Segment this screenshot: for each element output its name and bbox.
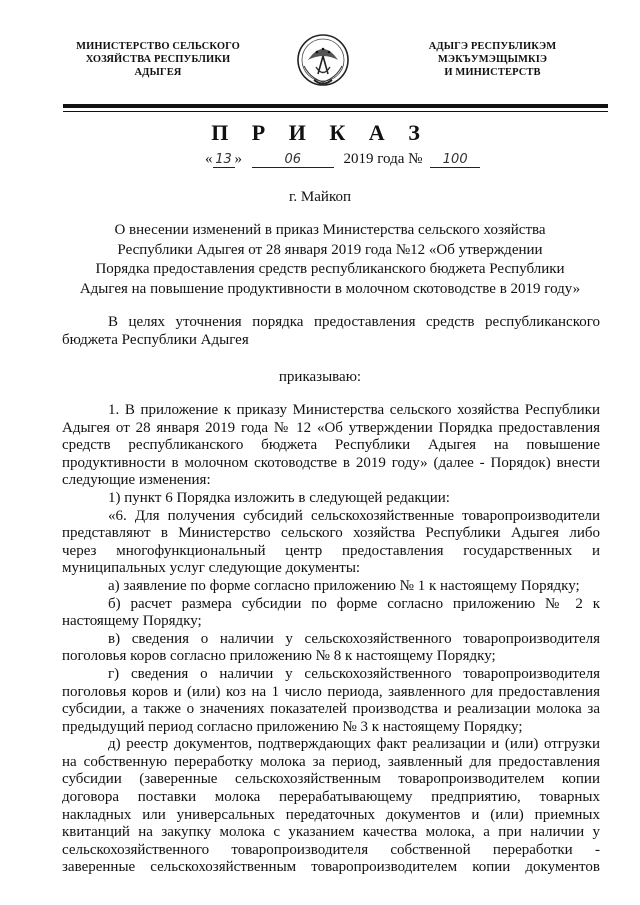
- preamble-line: В целях уточнения порядка предоставления средств республиканского: [108, 314, 600, 330]
- quote-open: «: [205, 151, 213, 167]
- paragraph-line: заверенные сельскохозяйственным товаропроизводителем копии документов: [62, 859, 600, 876]
- header-right-line: МЭКЪУМЭЩЫМКIЭ: [437, 54, 548, 65]
- order-subject: [60, 221, 600, 299]
- subject-line: Адыгея на повышение продуктивности в молочном скотоводстве в 2019 году»: [79, 280, 581, 297]
- paragraph-line: муниципальных услуг следующие документы:: [62, 560, 361, 577]
- paragraph-line: 1. В приложение к приказу Министерства сельского хозяйства Республики: [108, 402, 600, 418]
- paragraph-line: поголовья коров и (или) коз на 1 число периода, заявленного для предоставления: [62, 683, 600, 700]
- subject-line: Порядка предоставления средств республиканского бюджета Республики: [95, 261, 565, 277]
- city: г. Майкоп: [288, 189, 352, 205]
- order-word: приказываю:: [278, 369, 362, 385]
- paragraph-line: субсидии (заверенные сельскохозяйственным товаропроизводителем копии: [62, 771, 600, 788]
- preamble: [62, 314, 600, 349]
- paragraph-line: а) заявление по форме согласно приложению № 1 к настоящему Порядку;: [108, 577, 580, 594]
- subject-line: Республики Адыгея от 28 января 2019 года №12 «Об утверждении: [117, 241, 543, 258]
- paragraph-line: следующие изменения:: [62, 472, 211, 489]
- paragraph-line: 1) пункт 6 Порядка изложить в следующей редакции:: [108, 489, 450, 506]
- paragraph-line: квитанций на закупку молока с указанием качества молока, а при наличии у: [62, 824, 600, 841]
- order-date-number: [205, 151, 480, 168]
- paragraph-line: субсидии, а также о значениях показателей производства и реализации молока за: [62, 701, 600, 718]
- order-number: 100: [430, 153, 480, 168]
- header-left-line: ХОЗЯЙСТВА РЕСПУБЛИКИ: [85, 54, 231, 65]
- paragraph-line: настоящему Порядку;: [62, 613, 202, 630]
- paragraph-line: д) реестр документов, подтверждающих факт реализации и (или) отгрузки: [108, 736, 600, 753]
- header-left-line: АДЫГЕЯ: [134, 67, 182, 78]
- paragraph-line: «6. Для получения субсидий сельскохозяйственные товаропроизводители: [108, 507, 600, 524]
- paragraph-line: предыдущий период согласно приложению № 3 к настоящему Порядку;: [62, 718, 523, 735]
- paragraph-line: накладных или универсальных передаточных документов и (или) приемных: [62, 806, 600, 823]
- header-ministry-adyghe: [400, 40, 585, 79]
- quote-close: »: [234, 151, 242, 167]
- subject-line: О внесении изменений в приказ Министерства сельского хозяйства: [114, 222, 546, 238]
- paragraph-line: сельскохозяйственного товаропроизводителя собственной переработки -: [62, 841, 600, 858]
- paragraph-line: через многофункциональный центр предоставления государственных и: [62, 542, 600, 559]
- header-left-line: МИНИСТЕРСТВО СЕЛЬСКОГО: [76, 41, 240, 52]
- header-divider-thin: [63, 111, 608, 112]
- date-day: 13: [213, 153, 235, 168]
- paragraph-line: б) расчет размера субсидии по форме согласно приложению № 2 к: [108, 595, 600, 612]
- paragraph-line: средств республиканского бюджета Республики Адыгея на повышение: [62, 437, 600, 454]
- header-divider-thick: [63, 104, 608, 108]
- paragraph-line: продуктивности в молочном скотоводстве в 2019 году» (далее - Порядок) внести: [62, 454, 600, 471]
- paragraph-line: договора поставки молока перерабатывающему предприятию, товарных: [62, 789, 600, 806]
- paragraph-line: поголовья коров согласно приложению № 8 к настоящему Порядку;: [62, 648, 496, 665]
- header-right-line: АДЫГЭ РЕСПУБЛИКЭМ: [428, 41, 557, 52]
- order-text: [62, 402, 600, 877]
- paragraph-line: на собственную переработку молока за период, заявленный для предоставления: [62, 753, 600, 770]
- date-year-text: 2019 года №: [343, 151, 423, 167]
- paragraph-line: г) сведения о наличии у сельскохозяйственного товаропроизводителя: [108, 665, 600, 682]
- coat-of-arms-emblem: [296, 30, 350, 90]
- paragraph-line: Адыгея от 28 января 2019 года № 12 «Об утверждении Порядка предоставления: [62, 419, 600, 436]
- header-right-line: И МИНИСТЕРСТВ: [444, 67, 541, 78]
- header-ministry-russian: [58, 40, 258, 79]
- paragraph-line: в) сведения о наличии у сельскохозяйственного товаропроизводителя: [108, 630, 600, 647]
- paragraph-line: представляют в Министерство сельского хозяйства Республики Адыгея либо: [62, 525, 600, 542]
- date-month: 06: [252, 153, 334, 168]
- preamble-line: бюджета Республики Адыгея: [62, 331, 249, 348]
- document-title: П Р И К А З: [211, 120, 429, 145]
